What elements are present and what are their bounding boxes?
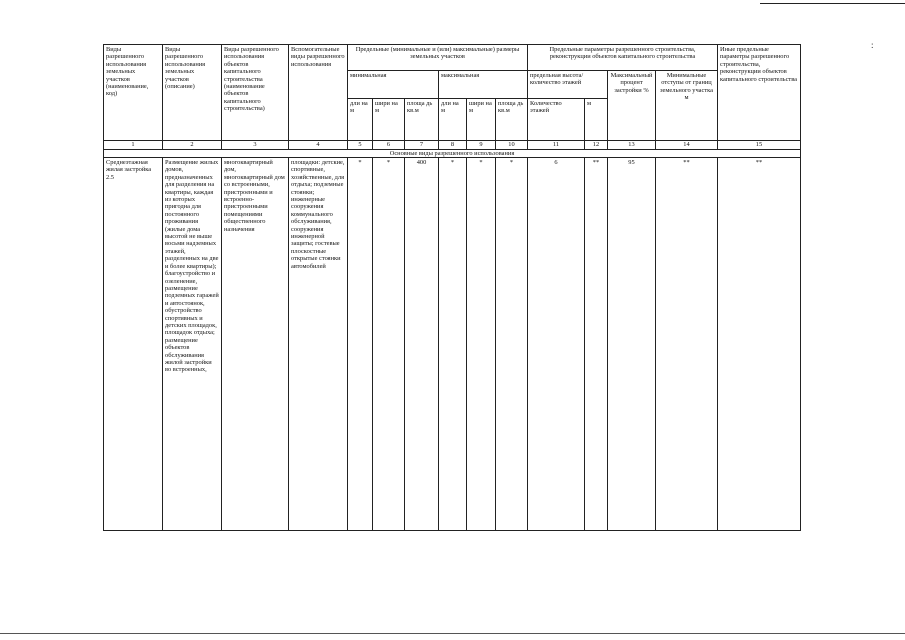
col-number: 5 xyxy=(348,141,373,150)
header-max-length: дли на м xyxy=(439,99,467,141)
header-building-use: Виды разрешенного использования объектов капитального строительства (наименование объектов капитального строительства) xyxy=(222,45,289,141)
header-min-length: дли на м xyxy=(348,99,373,141)
column-number-row xyxy=(104,141,801,150)
cell-min-setback: ** xyxy=(656,158,718,531)
cell-land-use-description: Размещение жилых домов, предназначенных для разделения на квартиры, каждая из которых пригодна для постоянного проживания (жилые дома высотой не выше восьми надземных этажей, разделенных на две и более квартиры); благоустройство и озеленение, размещение подземных гаражей и автостоянок, обустройство спортивных и детских площадок, площадок отдыха; размещение объектов обслуживания жилой застройки во встроенных, xyxy=(163,158,222,531)
cell-max-width: * xyxy=(467,158,496,531)
cell-max-area: * xyxy=(496,158,528,531)
col-number: 14 xyxy=(656,141,718,150)
col-number: 6 xyxy=(373,141,405,150)
cell-min-length: * xyxy=(348,158,373,531)
cell-max-length: * xyxy=(439,158,467,531)
col-number: 13 xyxy=(608,141,656,150)
top-rule xyxy=(760,3,905,4)
header-max-width: шири на м xyxy=(467,99,496,141)
header-maximum: максимальная xyxy=(439,71,528,99)
col-number: 15 xyxy=(718,141,801,150)
zoning-table xyxy=(103,44,801,531)
header-min-setback: Минимальные отступы от границ земельного участка м xyxy=(656,71,718,141)
header-other-params: Иные предельные параметры разрешенного строительства, реконструкции объектов капитального строительства xyxy=(718,45,801,141)
col-number: 7 xyxy=(405,141,439,150)
header-max-coverage: Максимальный процент застройки % xyxy=(608,71,656,141)
cell-building-use: многоквартирный дом, многоквартирный дом со встроенными, пристроенными и встроенно-пристроенными помещениями общественного назначения xyxy=(222,158,289,531)
header-height: предельная высота/количество этажей xyxy=(528,71,608,99)
header-plot-size-limits: Предельные (минимальные и (или) максимальные) размеры земельных участков xyxy=(348,45,528,71)
header-min-width: шири на м xyxy=(373,99,405,141)
cell-floors: 6 xyxy=(528,158,585,531)
cell-max-coverage: 95 xyxy=(608,158,656,531)
cell-min-width: * xyxy=(373,158,405,531)
header-auxiliary-use: Вспомогательные виды разрешенного использования xyxy=(289,45,348,141)
header-min-area: площа дь кв.м xyxy=(405,99,439,141)
header-max-area: площа дь кв.м xyxy=(496,99,528,141)
header-minimum: минимальная xyxy=(348,71,439,99)
table-row xyxy=(104,158,801,531)
cell-meters: ** xyxy=(585,158,608,531)
cell-min-area: 400 xyxy=(405,158,439,531)
cell-land-use-name: Среднеэтажная жилая застройка 2.5 xyxy=(104,158,163,531)
col-number: 4 xyxy=(289,141,348,150)
cell-other-params: ** xyxy=(718,158,801,531)
col-number: 12 xyxy=(585,141,608,150)
header-land-use-name: Виды разрешенного использования земельных участков (наименование, код) xyxy=(104,45,163,141)
header-meters: м xyxy=(585,99,608,141)
col-number: 1 xyxy=(104,141,163,150)
col-number: 10 xyxy=(496,141,528,150)
col-number: 3 xyxy=(222,141,289,150)
col-number: 11 xyxy=(528,141,585,150)
header-floors: Количество этажей xyxy=(528,99,585,141)
col-number: 9 xyxy=(467,141,496,150)
cell-auxiliary-use: площадки: детские, спортивные, хозяйственные, для отдыха; подземные стоянки; инженерные сооружения коммунального обслуживания, сооружения инженерной защиты; гостевые плоскостные открытые стоянки автомобилей xyxy=(289,158,348,531)
bottom-rule xyxy=(0,633,905,634)
header-construction-params: Предельные параметры разрешенного строительства, реконструкции объектов капитального строительства xyxy=(528,45,718,71)
scan-mark: : xyxy=(871,40,874,50)
section-title: Основные виды разрешенного использования xyxy=(104,150,801,158)
header-land-use-description: Виды разрешенного использования земельных участков (описание) xyxy=(163,45,222,141)
col-number: 8 xyxy=(439,141,467,150)
col-number: 2 xyxy=(163,141,222,150)
